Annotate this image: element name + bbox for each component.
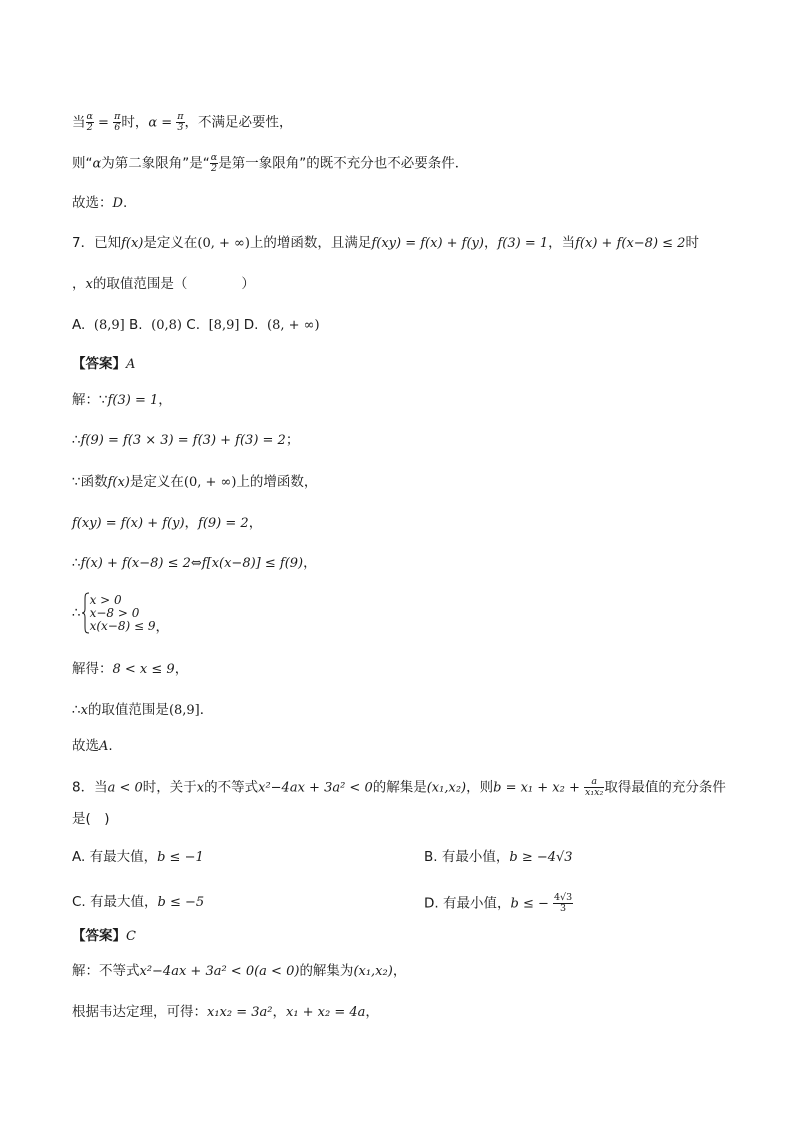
solution-7-line-5	[72, 554, 317, 573]
option-d	[424, 893, 573, 914]
math: b = x₁ + x₂ +	[493, 780, 584, 796]
text: ，	[184, 515, 199, 531]
text: ，则	[466, 779, 494, 796]
math: x	[85, 277, 93, 292]
fraction	[86, 112, 94, 133]
math: x₁x₂ = 3a²	[207, 1005, 273, 1020]
question-7-line-2	[72, 275, 255, 294]
option-a-label: A.	[72, 317, 86, 333]
text: 7．已知	[72, 235, 122, 251]
text: 是定义在	[143, 235, 198, 251]
math: f(x)	[107, 475, 130, 490]
text: 的解集是	[372, 779, 427, 796]
answer-label: 【答案】	[72, 356, 126, 372]
text: 根据韦达定理，可得：	[72, 1004, 207, 1020]
math: (8,9]	[168, 703, 200, 718]
option-c-value: b ≤ −5	[157, 895, 205, 910]
option-a-value: b ≤ −1	[157, 850, 204, 865]
text: ∴	[72, 432, 81, 448]
numerator: α	[86, 111, 93, 122]
numerator: π	[114, 111, 121, 122]
numerator: 4√3	[554, 892, 573, 903]
answer-label: 【答案】	[72, 928, 126, 944]
text: ∴	[72, 555, 81, 571]
math: a < 0	[107, 780, 143, 796]
left-brace-icon	[81, 592, 90, 634]
text: 故选	[72, 738, 99, 754]
solution-7-line-4	[72, 514, 262, 533]
text: ，	[158, 392, 172, 408]
question-7-line-1	[72, 234, 699, 253]
text: ，当	[548, 235, 576, 251]
text: ∵函数	[72, 474, 108, 490]
text: 时，关于	[142, 779, 197, 796]
text: 是定义在	[129, 474, 184, 490]
option-a-label: A. 有最大值，	[72, 849, 158, 865]
text: 则“	[72, 155, 93, 172]
solution-7-line-1	[72, 391, 172, 410]
math: f(x)	[121, 236, 144, 251]
text: ，	[272, 1004, 286, 1020]
math: (x₁,x₂)	[353, 964, 393, 979]
answer-8	[72, 927, 136, 946]
text: ，	[483, 235, 498, 251]
system-row: x−8 > 0	[89, 605, 140, 620]
numerator: α	[210, 152, 218, 163]
option-d-value: b ≤ −	[510, 896, 553, 912]
solution-7-line-9	[72, 737, 113, 756]
text: ，	[365, 1004, 379, 1020]
text: ，	[155, 619, 169, 635]
option-a-value: (8,9]	[93, 318, 125, 333]
text: ；	[285, 432, 300, 448]
math: x₁ + x₂ = 4a	[285, 1005, 366, 1020]
numerator: π	[177, 111, 184, 122]
math: f(3) = 1	[107, 393, 159, 408]
text: ，	[174, 661, 189, 677]
system-row: x(x−8) ≤ 9	[89, 618, 156, 633]
text: 解：∵	[72, 392, 108, 408]
question-8-options-row-2	[72, 893, 712, 912]
option-c-label: C. 有最大值，	[72, 894, 158, 910]
math: f(x) + f(x−8) ≤ 2⇔f[x(x−8)] ≤ f(9)	[80, 556, 304, 571]
text: 8．当	[72, 779, 108, 796]
text: ，	[248, 515, 263, 531]
line-1	[72, 112, 293, 133]
math: 8 < x ≤ 9	[112, 662, 175, 677]
solution-8-line-2	[72, 1003, 379, 1022]
option-c-label: C.	[186, 317, 201, 333]
text: 是第一象限角”的既不充分也不必要条件．	[218, 155, 469, 172]
math: A	[99, 739, 109, 754]
text: .	[122, 195, 128, 211]
option-b	[424, 848, 573, 867]
fraction	[553, 893, 573, 914]
fraction	[176, 112, 184, 133]
denominator: 3	[560, 903, 567, 914]
text: ∴	[72, 702, 81, 718]
math: f(xy) = f(x) + f(y)	[371, 236, 484, 251]
solution-7-system	[72, 592, 169, 635]
math: f(xy) = f(x) + f(y)	[72, 516, 185, 531]
math: f(9) = 2	[198, 516, 249, 531]
option-c-value: [8,9]	[208, 318, 240, 333]
text: ∴	[72, 605, 81, 621]
option-b-value: b ≥ −4√3	[509, 850, 573, 865]
text: 的取值范围是	[87, 702, 169, 718]
math: (0, + ∞)	[183, 475, 237, 490]
solution-7-line-7	[72, 660, 188, 679]
solution-8-line-1	[72, 962, 406, 981]
question-8-options-row-1	[72, 848, 712, 867]
text: .	[108, 738, 113, 754]
text: 的解集为	[299, 963, 354, 979]
text: 解：不等式	[72, 963, 140, 979]
text: ，	[392, 963, 407, 979]
system-row: x > 0	[89, 592, 122, 607]
fraction	[210, 153, 218, 174]
option-b-value: (0,8)	[151, 318, 182, 333]
text: 当	[72, 114, 86, 131]
text: 上的增函数，	[236, 474, 318, 490]
answer-value: C	[126, 929, 136, 944]
question-8-line-1	[72, 777, 726, 798]
solution-7-line-3	[72, 473, 317, 492]
option-d-value: (8, + ∞)	[267, 318, 320, 333]
math: α =	[148, 115, 177, 131]
math: x	[196, 780, 205, 796]
option-d-label: D.	[243, 317, 259, 333]
text: 的不等式	[204, 779, 259, 796]
line-2	[72, 153, 468, 174]
denominator: 6	[114, 122, 121, 133]
math: f(9) = f(3 × 3) = f(3) + f(3) = 2	[80, 433, 286, 448]
question-7-options	[72, 316, 320, 335]
text: ，	[303, 555, 317, 571]
math: (x₁,x₂)	[426, 780, 467, 796]
text: 为第二象限角”是“	[101, 155, 210, 172]
text: ，	[72, 276, 86, 292]
text: 取得最值的充分条件	[604, 779, 726, 796]
solution-7-line-8	[72, 701, 213, 720]
text: 时，	[121, 114, 149, 131]
math: x²−4ax + 3a² < 0	[258, 780, 373, 796]
text: 解得：	[72, 661, 113, 677]
option-d-label: D. 有最小值，	[424, 895, 511, 912]
answer-7	[72, 355, 135, 374]
fraction	[584, 777, 604, 798]
numerator: a	[584, 777, 604, 788]
text: 时	[685, 235, 699, 251]
solution-7-line-2	[72, 431, 299, 450]
option-b-label: B. 有最小值，	[424, 849, 510, 865]
math: α	[92, 156, 102, 172]
denominator: 3	[177, 122, 184, 133]
text: 故选：	[72, 195, 113, 211]
text: 的取值范围是（ ）	[92, 276, 255, 292]
denominator: 2	[86, 122, 93, 133]
denominator: x₁x₂	[585, 787, 604, 798]
math: f(x) + f(x−8) ≤ 2	[575, 236, 686, 251]
text: ，不满足必要性，	[184, 114, 293, 131]
answer-value: A	[126, 357, 136, 372]
text: ．	[199, 702, 214, 718]
text: 是( )	[72, 811, 110, 827]
text: 上的增函数，且满足	[249, 235, 372, 251]
math: x	[80, 703, 88, 718]
denominator: 2	[210, 163, 218, 174]
question-8-line-2	[72, 810, 110, 828]
math: x²−4ax + 3a² < 0(a < 0)	[139, 964, 300, 979]
line-3	[72, 194, 127, 213]
math: =	[93, 115, 114, 131]
inequality-system	[90, 594, 156, 633]
option-b-label: B.	[129, 317, 143, 333]
math: f(3) = 1	[497, 236, 549, 251]
math: (0, + ∞)	[197, 236, 250, 251]
math: D	[112, 196, 123, 211]
